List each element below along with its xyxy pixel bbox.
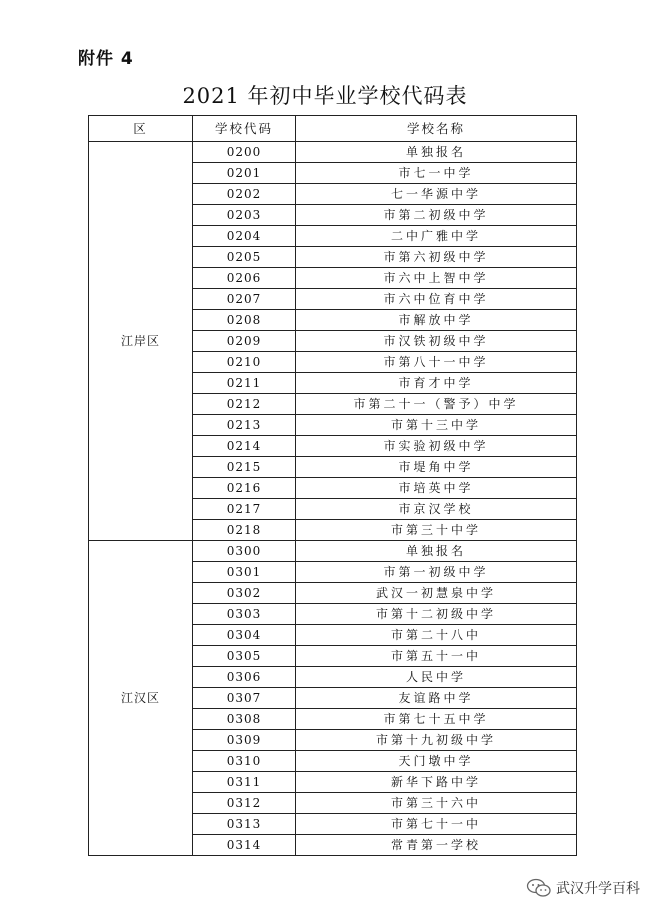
- school-name-cell: 七一华源中学: [296, 184, 577, 205]
- school-code-cell: 0302: [193, 583, 296, 604]
- district-cell: 江岸区: [89, 142, 193, 541]
- school-name-cell: 市第八十一中学: [296, 352, 577, 373]
- school-name-cell: 市实验初级中学: [296, 436, 577, 457]
- wechat-icon: [526, 878, 552, 898]
- school-code-cell: 0301: [193, 562, 296, 583]
- document-title: 2021 年初中毕业学校代码表: [182, 84, 468, 108]
- school-name-cell: 市六中位育中学: [296, 289, 577, 310]
- table-body: [89, 142, 577, 856]
- school-code-cell: 0306: [193, 667, 296, 688]
- school-name-cell: 人民中学: [296, 667, 577, 688]
- watermark: [526, 878, 640, 898]
- school-code-cell: 0212: [193, 394, 296, 415]
- school-code-cell: 0305: [193, 646, 296, 667]
- school-name-cell: 市第七十五中学: [296, 709, 577, 730]
- school-code-cell: 0307: [193, 688, 296, 709]
- school-code-cell: 0312: [193, 793, 296, 814]
- watermark-text: 武汉升学百科: [556, 881, 640, 897]
- school-code-cell: 0209: [193, 331, 296, 352]
- school-code-cell: 0200: [193, 142, 296, 163]
- school-code-cell: 0201: [193, 163, 296, 184]
- school-code-cell: 0213: [193, 415, 296, 436]
- school-code-cell: 0308: [193, 709, 296, 730]
- school-code-cell: 0309: [193, 730, 296, 751]
- school-code-cell: 0207: [193, 289, 296, 310]
- school-name-cell: 市第十三中学: [296, 415, 577, 436]
- school-name-cell: 单独报名: [296, 541, 577, 562]
- school-name-cell: 市第二初级中学: [296, 205, 577, 226]
- school-name-cell: 单独报名: [296, 142, 577, 163]
- school-code-cell: 0210: [193, 352, 296, 373]
- school-name-cell: 市育才中学: [296, 373, 577, 394]
- table-row: [89, 142, 577, 163]
- school-code-cell: 0202: [193, 184, 296, 205]
- school-code-cell: 0211: [193, 373, 296, 394]
- attachment-label: 附件 4: [78, 49, 134, 69]
- district-cell: 江汉区: [89, 541, 193, 856]
- school-code-cell: 0313: [193, 814, 296, 835]
- school-name-cell: 市培英中学: [296, 478, 577, 499]
- school-name-cell: 市七一中学: [296, 163, 577, 184]
- school-code-cell: 0300: [193, 541, 296, 562]
- school-code-cell: 0216: [193, 478, 296, 499]
- school-name-cell: 市第十二初级中学: [296, 604, 577, 625]
- school-name-cell: 市第二十一（警予）中学: [296, 394, 577, 415]
- school-code-cell: 0310: [193, 751, 296, 772]
- school-name-cell: 市京汉学校: [296, 499, 577, 520]
- school-name-cell: 市汉铁初级中学: [296, 331, 577, 352]
- header-name: 学校名称: [296, 116, 577, 142]
- header-code: 学校代码: [193, 116, 296, 142]
- school-code-cell: 0214: [193, 436, 296, 457]
- school-name-cell: 市六中上智中学: [296, 268, 577, 289]
- school-name-cell: 二中广雅中学: [296, 226, 577, 247]
- header-district: 区: [89, 116, 193, 142]
- school-code-cell: 0206: [193, 268, 296, 289]
- school-code-table: [88, 115, 577, 856]
- school-name-cell: 友谊路中学: [296, 688, 577, 709]
- school-name-cell: 常青第一学校: [296, 835, 577, 856]
- school-name-cell: 市第七十一中: [296, 814, 577, 835]
- school-code-cell: 0311: [193, 772, 296, 793]
- school-code-cell: 0217: [193, 499, 296, 520]
- school-code-cell: 0205: [193, 247, 296, 268]
- school-code-cell: 0304: [193, 625, 296, 646]
- school-name-cell: 市第六初级中学: [296, 247, 577, 268]
- table-header-row: [89, 116, 577, 142]
- school-code-cell: 0314: [193, 835, 296, 856]
- school-name-cell: 市堤角中学: [296, 457, 577, 478]
- school-name-cell: 市第十九初级中学: [296, 730, 577, 751]
- school-code-cell: 0215: [193, 457, 296, 478]
- school-name-cell: 市第二十八中: [296, 625, 577, 646]
- school-name-cell: 市第一初级中学: [296, 562, 577, 583]
- school-code-cell: 0204: [193, 226, 296, 247]
- school-name-cell: 市第三十中学: [296, 520, 577, 541]
- school-code-cell: 0303: [193, 604, 296, 625]
- school-code-cell: 0203: [193, 205, 296, 226]
- school-code-cell: 0218: [193, 520, 296, 541]
- table-row: [89, 541, 577, 562]
- school-name-cell: 新华下路中学: [296, 772, 577, 793]
- school-code-cell: 0208: [193, 310, 296, 331]
- school-name-cell: 市第五十一中: [296, 646, 577, 667]
- school-name-cell: 天门墩中学: [296, 751, 577, 772]
- school-name-cell: 武汉一初慧泉中学: [296, 583, 577, 604]
- school-name-cell: 市解放中学: [296, 310, 577, 331]
- school-name-cell: 市第三十六中: [296, 793, 577, 814]
